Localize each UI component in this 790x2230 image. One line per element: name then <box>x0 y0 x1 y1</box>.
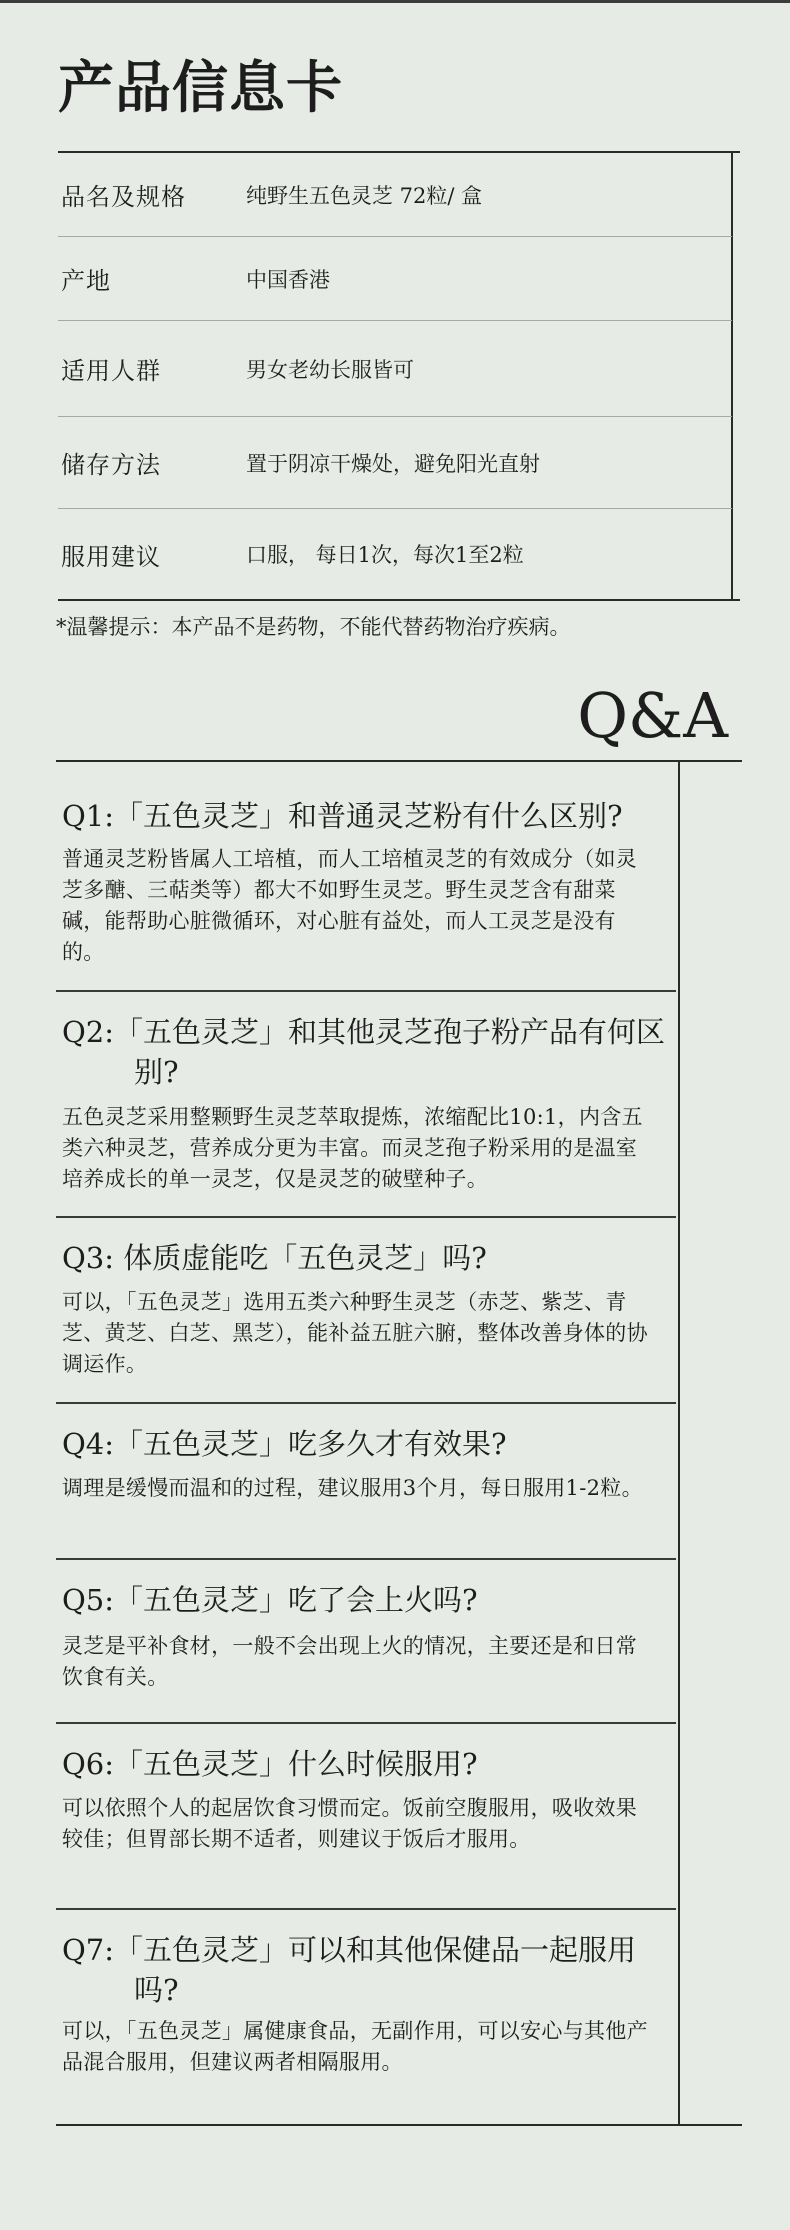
info-label: 适用人群 <box>61 357 161 385</box>
info-row-audience <box>58 321 732 417</box>
qa-item-1 <box>56 762 676 992</box>
answer-text: 可以，「五色灵芝」选用五类六种野生灵芝（赤芝、紫芝、青芝、黄芝、白芝、黑芝），能补益五脏六腑，整体改善身体的协调运作。 <box>62 1290 648 1376</box>
card-title: 产品信息卡 <box>58 55 343 121</box>
question-text: Q4:「五色灵芝」吃多久才有效果? <box>62 1427 507 1461</box>
question-text: Q5:「五色灵芝」吃了会上火吗? <box>62 1583 478 1617</box>
info-row-storage <box>58 417 732 509</box>
qa-item-3 <box>56 1218 676 1404</box>
answer-text: 调理是缓慢而温和的过程，建议服用3个月，每日服用1-2粒。 <box>62 1476 643 1500</box>
info-value: 纯野生五色灵芝 72粒/ 盒 <box>246 183 483 208</box>
question-text: Q6:「五色灵芝」什么时候服用? <box>62 1747 478 1781</box>
qa-item-4 <box>56 1404 676 1560</box>
qa-list-divider <box>678 762 680 2124</box>
qa-item-7 <box>56 1910 676 2124</box>
info-value: 男女老幼长服皆可 <box>246 357 414 382</box>
info-row-spec <box>58 153 732 237</box>
question-text: Q1:「五色灵芝」和普通灵芝粉有什么区别? <box>62 799 623 833</box>
qa-item-6 <box>56 1724 676 1910</box>
info-value: 中国香港 <box>246 267 330 292</box>
qa-item-5 <box>56 1560 676 1724</box>
info-value: 口服， 每日1次，每次1至2粒 <box>246 543 524 567</box>
qa-list <box>56 760 742 2126</box>
info-value: 置于阴凉干燥处，避免阳光直射 <box>246 451 540 476</box>
answer-text: 灵芝是平补食材，一般不会出现上火的情况，主要还是和日常饮食有关。 <box>62 1634 638 1689</box>
info-row-origin <box>58 237 732 321</box>
qa-item-2 <box>56 992 676 1218</box>
answer-text: 可以，「五色灵芝」属健康食品，无副作用，可以安心与其他产品混合服用，但建议两者相隔服用。 <box>62 2019 648 2074</box>
answer-text: 可以依照个人的起居饮食习惯而定。饭前空腹服用，吸收效果较佳；但胃部长期不适者，则建议于饭后才服用。 <box>62 1796 638 1851</box>
info-table <box>58 151 740 601</box>
top-border <box>0 0 790 3</box>
info-row-usage <box>58 509 732 599</box>
info-label: 储存方法 <box>61 451 161 479</box>
question-text: Q7:「五色灵芝」可以和其他保健品一起服用吗? <box>62 1933 636 2007</box>
disclaimer-note: *温馨提示：本产品不是药物，不能代替药物治疗疾病。 <box>56 615 571 639</box>
question-text: Q3: 体质虚能吃「五色灵芝」吗? <box>62 1241 487 1275</box>
info-label: 服用建议 <box>61 542 161 571</box>
question-text: Q2:「五色灵芝」和其他灵芝孢子粉产品有何区别? <box>62 1015 665 1089</box>
info-label: 品名及规格 <box>61 183 186 211</box>
qa-heading: Q&A <box>577 679 728 752</box>
answer-text: 五色灵芝采用整颗野生灵芝萃取提炼，浓缩配比10:1，内含五类六种灵芝，营养成分更为丰富。而灵芝孢子粉采用的是温室培养成长的单一灵芝，仅是灵芝的破壁种子。 <box>62 1105 643 1191</box>
answer-text: 普通灵芝粉皆属人工培植，而人工培植灵芝的有效成分（如灵芝多醣、三萜类等）都大不如野生灵芝。野生灵芝含有甜菜碱，能帮助心脏微循环，对心脏有益处，而人工灵芝是没有的。 <box>62 847 638 964</box>
info-label: 产地 <box>61 267 111 295</box>
